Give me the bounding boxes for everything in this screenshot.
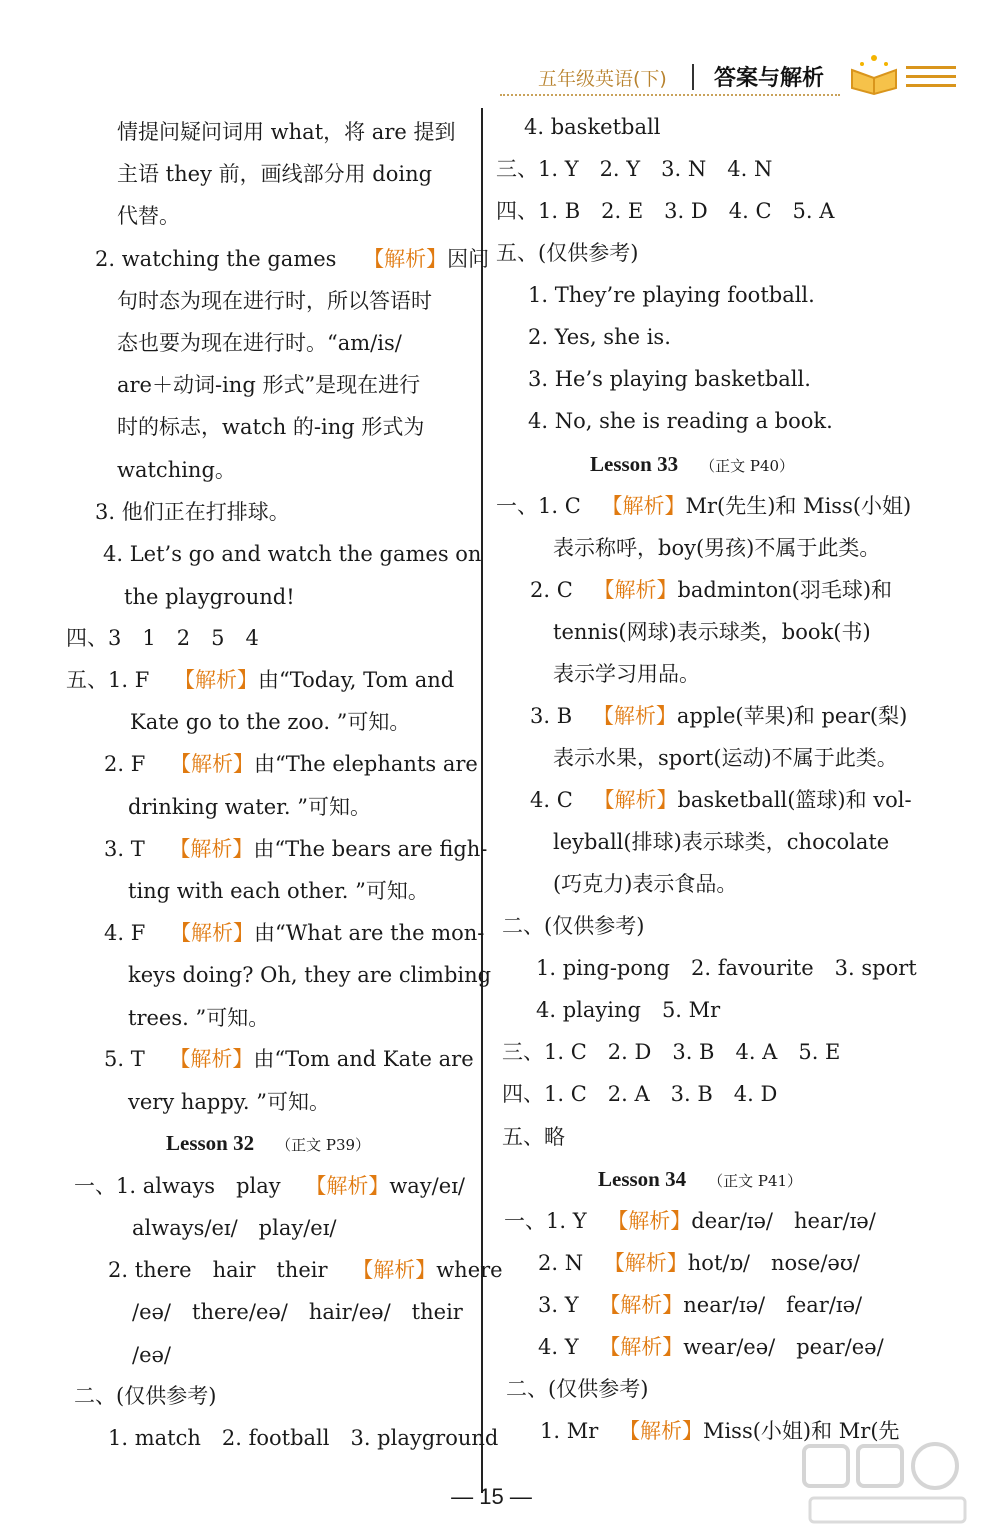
text-line: 句时态为现在进行时，所以答语时 (117, 289, 432, 313)
analysis-text: Mr(先生)和 Miss(小姐) (685, 494, 912, 518)
text-line: 情提问疑问词用 what，将 are 提到 (117, 120, 456, 144)
analysis-text: apple(苹果)和 pear(梨) (676, 704, 908, 728)
analysis-tag: 【解析】 (599, 1293, 684, 1317)
text-line: (巧克力)表示食品。 (553, 872, 738, 896)
analysis-text: 由“Today, Tom and (257, 668, 455, 692)
text-line: 表示水果，sport(运动)不属于此类。 (553, 746, 898, 770)
text-line: 时的标志，watch 的-ing 形式为 (117, 415, 425, 439)
answer-text: 3. Y (538, 1293, 579, 1317)
analysis-tag: 【解析】 (305, 1174, 390, 1198)
text-line: 4. Let’s go and watch the games on (103, 542, 482, 566)
text-line: 表示学习用品。 (553, 662, 700, 686)
answer-line (66, 670, 454, 691)
header-subject: 五年级英语(下) (538, 68, 667, 90)
text-line: 态也要为现在进行时。“am/is/ (117, 331, 402, 355)
answer-text: 一、1. C (496, 494, 581, 518)
analysis-text: badminton(羽毛球)和 (677, 578, 893, 602)
lesson-page-ref: （正文 P40） (700, 457, 795, 475)
analysis-tag: 【解析】 (593, 788, 678, 812)
text-line: 表示称呼，boy(男孩)不属于此类。 (553, 536, 881, 560)
section-line: 二、(仅供参考) (502, 914, 645, 938)
analysis-tag: 【解析】 (592, 704, 677, 728)
answer-line (530, 790, 912, 811)
text-line: 1. They’re playing football. (528, 283, 815, 307)
text-line: 3. He’s playing basketball. (528, 367, 811, 391)
page-header (500, 58, 970, 102)
analysis-text: where (436, 1258, 503, 1282)
column-divider (481, 108, 483, 1493)
text-line: are＋动词-ing 形式”是现在进行 (117, 373, 421, 397)
answer-line (95, 249, 489, 270)
text-line: ting with each other. ”可知。 (128, 879, 429, 903)
lesson-title: Lesson 34 (598, 1167, 687, 1191)
answer-text: 2. N (538, 1251, 584, 1275)
text-line: 4. basketball (524, 115, 661, 139)
answer-line (74, 1176, 465, 1197)
answer-line (104, 839, 487, 860)
analysis-text: near/ɪə/ fear/ɪə/ (683, 1293, 863, 1317)
lesson-page-ref: （正文 P39） (276, 1136, 371, 1154)
answer-line (530, 706, 907, 727)
analysis-text: 由“What are the mon- (253, 921, 485, 945)
analysis-tag: 【解析】 (607, 1209, 692, 1233)
analysis-text: 由“Tom and Kate are (253, 1047, 474, 1071)
analysis-text: dear/ɪə/ hear/ɪə/ (691, 1209, 876, 1233)
text-line: 3. 他们正在打排球。 (95, 500, 290, 524)
text-line: 主语 they 前，画线部分用 doing (117, 162, 433, 186)
text-line: 代替。 (117, 204, 180, 228)
lesson-heading (590, 454, 794, 475)
text-line: 2. Yes, she is. (528, 325, 671, 349)
text-line: trees. ”可知。 (128, 1006, 270, 1030)
text-line: Kate go to the zoo. ”可知。 (130, 710, 411, 734)
analysis-tag: 【解析】 (173, 668, 258, 692)
text-line: 4. No, she is reading a book. (528, 409, 833, 433)
section-line: 三、1. Y 2. Y 3. N 4. N (496, 157, 773, 181)
answer-line (538, 1253, 860, 1274)
answer-text: 4. Y (538, 1335, 579, 1359)
text-line: leyball(排球)表示球类，chocolate (553, 830, 890, 854)
text-line: tennis(网球)表示球类，book(书) (553, 620, 871, 644)
watermark-stamp-icon (800, 1440, 975, 1530)
analysis-tag: 【解析】 (603, 1251, 688, 1275)
section-line: 五、略 (502, 1125, 565, 1149)
analysis-text: basketball(篮球)和 vol- (677, 788, 912, 812)
section-line: 四、1. B 2. E 3. D 4. C 5. A (496, 199, 835, 223)
section-line: 二、(仅供参考) (506, 1377, 649, 1401)
analysis-text: wear/eə/ pear/eə/ (683, 1335, 884, 1359)
analysis-tag: 【解析】 (363, 247, 448, 271)
analysis-text: way/eɪ/ (389, 1174, 465, 1198)
analysis-text: Miss(小姐)和 Mr(先 (702, 1419, 900, 1443)
answer-line (496, 496, 911, 517)
open-book-logo-icon (844, 48, 964, 98)
answer-text: 3. T (104, 837, 145, 861)
answer-line (504, 1211, 876, 1232)
header-separator (692, 64, 694, 90)
analysis-tag: 【解析】 (169, 921, 254, 945)
lesson-heading (166, 1133, 370, 1154)
answer-text: 4. F (104, 921, 146, 945)
answer-line (538, 1337, 884, 1358)
answer-text: 五、1. F (66, 668, 150, 692)
analysis-text: 由“The bears are figh- (253, 837, 488, 861)
text-line: drinking water. ”可知。 (128, 795, 371, 819)
section-line: 五、(仅供参考) (496, 241, 639, 265)
answer-text: 3. B (530, 704, 573, 728)
section-line: 四、1. C 2. A 3. B 4. D (502, 1082, 778, 1106)
text-line: the playground! (124, 585, 295, 609)
lesson-title: Lesson 32 (166, 1131, 255, 1155)
text-line: keys doing? Oh, they are climbing (128, 963, 492, 987)
analysis-tag: 【解析】 (352, 1258, 437, 1282)
answer-line (540, 1421, 900, 1442)
answer-line (538, 1295, 862, 1316)
page-number: — 15 — (451, 1484, 532, 1509)
answer-text: 一、1. always play (74, 1174, 281, 1198)
analysis-tag: 【解析】 (601, 494, 686, 518)
analysis-tag: 【解析】 (593, 578, 678, 602)
lesson-heading (598, 1169, 802, 1190)
answer-text: 4. C (530, 788, 573, 812)
analysis-text: 由“The elephants are (253, 752, 478, 776)
analysis-tag: 【解析】 (169, 837, 254, 861)
section-line: 二、(仅供参考) (74, 1384, 217, 1408)
analysis-text: 因问 (447, 247, 490, 271)
text-line: /eə/ there/eə/ hair/eə/ their (132, 1300, 463, 1324)
text-line: 4. playing 5. Mr (536, 998, 721, 1022)
section-line: 四、3 1 2 5 4 (66, 626, 259, 650)
text-line: very happy. ”可知。 (128, 1090, 330, 1114)
analysis-tag: 【解析】 (599, 1335, 684, 1359)
analysis-tag: 【解析】 (169, 752, 254, 776)
analysis-text: hot/ɒ/ nose/əʊ/ (687, 1251, 860, 1275)
text-line: always/eɪ/ play/eɪ/ (132, 1216, 337, 1240)
answer-line (108, 1260, 503, 1281)
lesson-page-ref: （正文 P41） (708, 1172, 803, 1190)
answer-line (104, 923, 484, 944)
header-dotted-rule (500, 94, 840, 96)
answer-text: 2. watching the games (95, 247, 337, 271)
text-line: 1. ping-pong 2. favourite 3. sport (536, 956, 917, 980)
lesson-title: Lesson 33 (590, 452, 679, 476)
analysis-tag: 【解析】 (169, 1047, 254, 1071)
answer-line (530, 580, 892, 601)
analysis-tag: 【解析】 (618, 1419, 703, 1443)
text-line: watching。 (117, 458, 236, 482)
answer-line (104, 1049, 474, 1070)
text-line: 1. match 2. football 3. playground (108, 1426, 499, 1450)
answer-text: 2. C (530, 578, 573, 602)
text-line: /eə/ (132, 1343, 172, 1367)
answer-text: 2. F (104, 752, 146, 776)
answer-line (104, 754, 478, 775)
answer-text: 2. there hair their (108, 1258, 328, 1282)
section-line: 三、1. C 2. D 3. B 4. A 5. E (502, 1040, 841, 1064)
answer-text: 一、1. Y (504, 1209, 587, 1233)
answer-text: 5. T (104, 1047, 145, 1071)
answer-text: 1. Mr (540, 1419, 599, 1443)
header-title: 答案与解析 (714, 66, 825, 91)
